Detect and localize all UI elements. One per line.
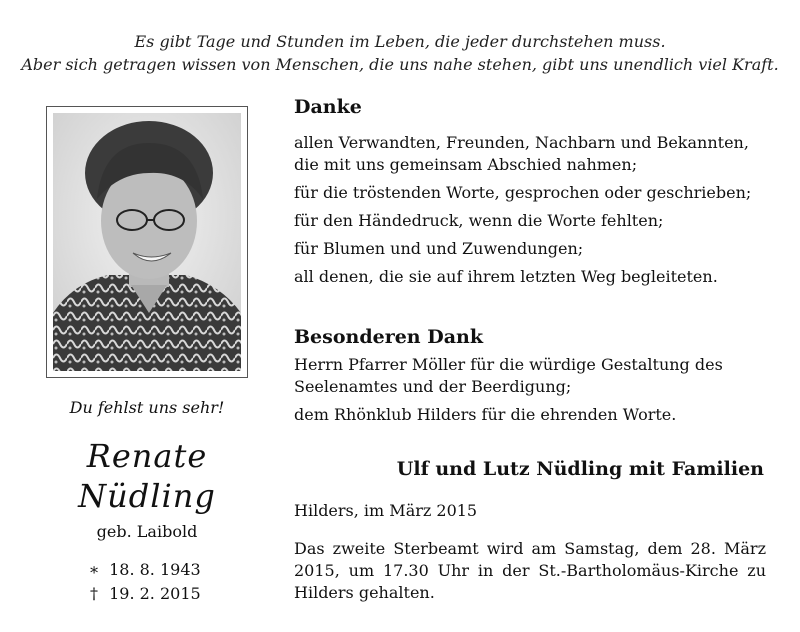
maiden-name: geb. Laibold (96, 522, 198, 541)
thanks-heading: Danke (294, 96, 362, 118)
birth-star-icon: ∗ (88, 560, 100, 579)
life-dates (84, 558, 201, 606)
thanks-section (294, 96, 764, 288)
thanks-line: all denen, die sie auf ihrem letzten Weg begleiteten. (294, 267, 718, 286)
birth-row (84, 558, 201, 582)
special-thanks-heading: Besonderen Dank (294, 326, 483, 348)
special-thanks-line: Herrn Pfarrer Möller für die würdige Gestaltung des (294, 355, 723, 374)
death-date: 19. 2. 2015 (109, 584, 201, 603)
thanks-line: für den Händedruck, wenn die Worte fehlten; (294, 211, 664, 230)
thanks-line: allen Verwandten, Freunden, Nachbarn und Bekannten, (294, 133, 749, 152)
miss-you-text: Du fehlst uns sehr! (69, 398, 225, 417)
opening-quote (0, 30, 800, 76)
special-thanks-line: dem Rhönklub Hilders für die ehrenden Worte. (294, 405, 677, 424)
thanks-line: für die tröstenden Worte, gesprochen oder geschrieben; (294, 183, 752, 202)
place-date: Hilders, im März 2015 (294, 501, 478, 520)
thanks-line: die mit uns gemeinsam Abschied nahmen; (294, 155, 638, 174)
portrait-photo (53, 113, 241, 371)
thanks-line: für Blumen und und Zuwendungen; (294, 239, 584, 258)
death-cross-icon: † (90, 584, 98, 603)
family-signature: Ulf und Lutz Nüdling mit Familien (396, 458, 764, 480)
special-thanks-section (294, 326, 764, 426)
last-name: Nüdling (78, 477, 216, 515)
death-row (84, 582, 201, 606)
quote-line-1: Es gibt Tage und Stunden im Leben, die jeder durchstehen muss. (134, 32, 666, 51)
first-name: Renate (86, 437, 208, 475)
portrait-image (53, 113, 241, 371)
special-thanks-line: Seelenamtes und der Beerdigung; (294, 377, 572, 396)
birth-date: 18. 8. 1943 (109, 560, 201, 579)
memorial-mass-notice: Das zweite Sterbeamt wird am Samstag, dem 28. März 2015, um 17.30 Uhr in der St.-Bartholomäus-Kirche zu Hilders gehalten. (294, 539, 766, 602)
portrait-frame (46, 106, 248, 378)
quote-line-2: Aber sich getragen wissen von Menschen, die uns nahe stehen, gibt uns unendlich viel Kraft. (21, 55, 779, 74)
